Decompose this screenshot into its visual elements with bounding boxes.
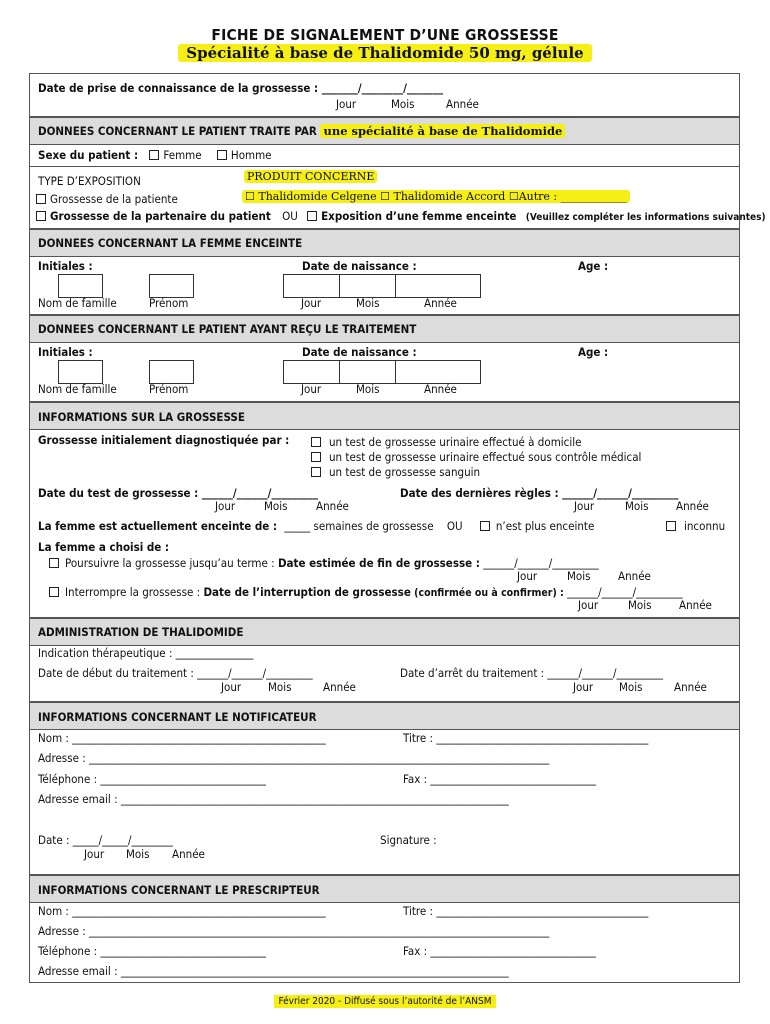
patient-prenom-initiale-box[interactable] bbox=[149, 360, 194, 384]
femme-mois-box[interactable] bbox=[339, 274, 396, 298]
prescripteur-adresse-field[interactable]: Adresse : _________________________________________________________________________________________ bbox=[38, 924, 550, 938]
inconnu-option[interactable]: inconnu bbox=[666, 519, 725, 533]
diagnostiquee-label: Grossesse initialement diagnostiquée par : bbox=[38, 433, 290, 447]
patient-jour-box[interactable] bbox=[283, 360, 340, 384]
patient-mois-box[interactable] bbox=[339, 360, 396, 384]
test-medical-checkbox[interactable] bbox=[311, 452, 321, 462]
divider bbox=[30, 166, 739, 167]
date-debut-field[interactable]: Date de début du traitement : ______/______/_________ bbox=[38, 666, 313, 680]
veuillez-note: (Veuillez compléter les informations suivantes) bbox=[525, 212, 766, 223]
date-fin-field[interactable]: ______/______/_________ bbox=[483, 556, 599, 570]
indication-field[interactable]: Indication thérapeutique : _______________ bbox=[38, 646, 254, 660]
date-arret-field[interactable]: Date d’arrêt du traitement : ______/______/_________ bbox=[400, 666, 664, 680]
notif-date-annee: Année bbox=[172, 847, 205, 861]
exposition-femme-option[interactable]: Exposition d’une femme enceinte bbox=[307, 209, 516, 223]
femme-annee-label: Année bbox=[424, 296, 457, 310]
grossesse-patiente-option[interactable]: Grossesse de la patiente bbox=[36, 192, 178, 206]
patient-traitement-section bbox=[29, 315, 740, 402]
produit-concerne-label: PRODUIT CONCERNE bbox=[244, 170, 377, 183]
prescripteur-email-field[interactable]: Adresse email : ___________________________________________________________________________ bbox=[38, 964, 509, 978]
notificateur-adresse-field[interactable]: Adresse : _________________________________________________________________________________________ bbox=[38, 751, 550, 765]
date-int-mois: Mois bbox=[628, 598, 652, 612]
prescripteur-section bbox=[29, 875, 740, 983]
regles-jour: Jour bbox=[574, 499, 595, 513]
femme-initiales-label: Initiales : bbox=[38, 259, 93, 273]
inconnu-checkbox[interactable] bbox=[666, 521, 676, 531]
femme-prenom-initiale-box[interactable] bbox=[149, 274, 194, 298]
prescripteur-titre-field[interactable]: Titre : _________________________________________ bbox=[403, 904, 649, 918]
plus-enceinte-option[interactable]: n’est plus enceinte bbox=[480, 519, 594, 533]
femme-option[interactable]: Femme bbox=[149, 148, 201, 162]
patient-date-naissance-label: Date de naissance : bbox=[302, 345, 417, 359]
semaines-field[interactable]: _____ semaines de grossesse bbox=[284, 519, 434, 533]
notificateur-nom-field[interactable]: Nom : _________________________________________________ bbox=[38, 731, 326, 745]
femme-section-heading: DONNEES CONCERNANT LA FEMME ENCEINTE bbox=[38, 236, 303, 250]
footer bbox=[0, 993, 770, 1007]
interrompre-checkbox[interactable] bbox=[49, 587, 59, 597]
patient-section-heading: DONNEES CONCERNANT LE PATIENT TRAITE PAR une spécialité à base de Thalidomide bbox=[38, 124, 565, 138]
notificateur-heading: INFORMATIONS CONCERNANT LE NOTIFICATEUR bbox=[38, 710, 317, 724]
femme-annee-box[interactable] bbox=[395, 274, 481, 298]
type-exposition-label: TYPE D’EXPOSITION bbox=[38, 174, 141, 188]
form-subtitle bbox=[0, 44, 770, 62]
patient-prenom-label: Prénom bbox=[149, 382, 189, 396]
date-fin-jour: Jour bbox=[517, 569, 538, 583]
date-knowledge-field[interactable]: Date de prise de connaissance de la grossesse : _______/________/_______ bbox=[38, 81, 444, 95]
date-fin-label: Date estimée de fin de grossesse : bbox=[277, 556, 480, 570]
notif-date-mois: Mois bbox=[126, 847, 150, 861]
date-test-jour: Jour bbox=[215, 499, 236, 513]
prescripteur-fax-field[interactable]: Fax : ________________________________ bbox=[403, 944, 596, 958]
patient-initiales-label: Initiales : bbox=[38, 345, 93, 359]
grossesse-partenaire-option[interactable]: Grossesse de la partenaire du patient bbox=[36, 209, 271, 223]
heading-highlight: une spécialité à base de Thalidomide bbox=[320, 124, 565, 138]
test-medical-option[interactable]: un test de grossesse urinaire effectué sous contrôle médical bbox=[311, 450, 641, 464]
femme-mois-label: Mois bbox=[356, 296, 380, 310]
homme-option[interactable]: Homme bbox=[217, 148, 272, 162]
prescripteur-nom-field[interactable]: Nom : _________________________________________________ bbox=[38, 904, 326, 918]
test-sanguin-option[interactable]: un test de grossesse sanguin bbox=[311, 465, 480, 479]
patient-nom-initiale-box[interactable] bbox=[58, 360, 103, 384]
notificateur-date-field[interactable]: Date : _____/_____/________ bbox=[38, 833, 173, 847]
signature-label: Signature : bbox=[380, 833, 437, 847]
debut-jour: Jour bbox=[221, 680, 242, 694]
patient-jour-label: Jour bbox=[301, 382, 322, 396]
femme-section bbox=[29, 229, 740, 315]
debut-mois: Mois bbox=[268, 680, 292, 694]
date-interruption-field[interactable]: ______/______/_________ bbox=[567, 585, 683, 599]
regles-mois: Mois bbox=[625, 499, 649, 513]
form-title: FICHE DE SIGNALEMENT D’UNE GROSSESSE bbox=[211, 26, 559, 44]
test-domicile-option[interactable]: un test de grossesse urinaire effectué à domicile bbox=[311, 435, 581, 449]
interrompre-row bbox=[49, 585, 683, 599]
sexe-row bbox=[38, 148, 272, 162]
femme-jour-label: Jour bbox=[301, 296, 322, 310]
femme-age-label: Age : bbox=[578, 259, 609, 273]
enceinte-label: La femme est actuellement enceinte de : bbox=[38, 519, 278, 533]
ou-label-2: OU bbox=[446, 519, 463, 533]
mois-label: Mois bbox=[391, 97, 415, 111]
date-int-annee: Année bbox=[679, 598, 712, 612]
confirmee-label: (confirmée ou à confirmer) : bbox=[414, 587, 564, 599]
date-fin-mois: Mois bbox=[567, 569, 591, 583]
poursuivre-option[interactable]: Poursuivre la grossesse jusqu’au terme : bbox=[49, 556, 275, 570]
femme-date-naissance-label: Date de naissance : bbox=[302, 259, 417, 273]
notificateur-email-field[interactable]: Adresse email : ___________________________________________________________________________ bbox=[38, 792, 509, 806]
femme-nom-initiale-box[interactable] bbox=[58, 274, 103, 298]
notificateur-section bbox=[29, 702, 740, 875]
grossesse-partenaire-row bbox=[36, 209, 766, 223]
patient-age-label: Age : bbox=[578, 345, 609, 359]
grossesse-heading: INFORMATIONS SUR LA GROSSESSE bbox=[38, 410, 245, 424]
patient-mois-label: Mois bbox=[356, 382, 380, 396]
choisi-label: La femme a choisi de : bbox=[38, 540, 170, 554]
patient-traitement-heading: DONNEES CONCERNANT LE PATIENT AYANT REÇU LE TRAITEMENT bbox=[38, 322, 417, 336]
homme-checkbox[interactable] bbox=[217, 150, 227, 160]
femme-jour-box[interactable] bbox=[283, 274, 340, 298]
poursuivre-row bbox=[49, 556, 599, 570]
poursuivre-checkbox[interactable] bbox=[49, 558, 59, 568]
femme-checkbox[interactable] bbox=[149, 150, 159, 160]
sexe-label: Sexe du patient : bbox=[38, 148, 139, 162]
notificateur-telephone-field[interactable]: Téléphone : ________________________________ bbox=[38, 772, 266, 786]
test-sanguin-checkbox[interactable] bbox=[311, 467, 321, 477]
date-test-mois: Mois bbox=[264, 499, 288, 513]
patient-annee-box[interactable] bbox=[395, 360, 481, 384]
patient-section bbox=[29, 117, 766, 229]
notificateur-titre-field[interactable]: Titre : _________________________________________ bbox=[403, 731, 649, 745]
patient-nom-famille-label: Nom de famille bbox=[38, 382, 117, 396]
date-test-field[interactable]: Date du test de grossesse : ______/______/_________ bbox=[38, 486, 319, 500]
annee-label: Année bbox=[446, 97, 479, 111]
prescripteur-telephone-field[interactable]: Téléphone : ________________________________ bbox=[38, 944, 266, 958]
ou-label: OU bbox=[282, 209, 298, 223]
interrompre-option[interactable]: Interrompre la grossesse : bbox=[49, 585, 200, 599]
grossesse-patiente-checkbox[interactable] bbox=[36, 194, 46, 204]
regles-annee: Année bbox=[676, 499, 709, 513]
administration-heading: ADMINISTRATION DE THALIDOMIDE bbox=[38, 625, 244, 639]
grossesse-partenaire-checkbox[interactable] bbox=[36, 211, 46, 221]
footer-text: Février 2020 - Diffusé sous l’autorité de l’ANSM bbox=[274, 995, 495, 1008]
dernieres-regles-field[interactable]: Date des dernières règles : ______/______/_________ bbox=[400, 486, 679, 500]
administration-section bbox=[29, 618, 740, 702]
date-fin-annee: Année bbox=[618, 569, 651, 583]
arret-jour: Jour bbox=[573, 680, 594, 694]
patient-annee-label: Année bbox=[424, 382, 457, 396]
date-int-jour: Jour bbox=[578, 598, 599, 612]
produits-options[interactable]: ☐ Thalidomide Celgene ☐ Thalidomide Accord ☐Autre : ____________ bbox=[242, 190, 630, 203]
date-interruption-label: Date de l’interruption de grossesse bbox=[203, 585, 411, 599]
date-test-annee: Année bbox=[316, 499, 349, 513]
notif-date-jour: Jour bbox=[84, 847, 105, 861]
femme-nom-famille-label: Nom de famille bbox=[38, 296, 117, 310]
plus-enceinte-checkbox[interactable] bbox=[480, 521, 490, 531]
prescripteur-heading: INFORMATIONS CONCERNANT LE PRESCRIPTEUR bbox=[38, 883, 320, 897]
date-knowledge-section bbox=[29, 73, 740, 117]
exposition-femme-checkbox[interactable] bbox=[307, 211, 317, 221]
enceinte-row bbox=[38, 519, 594, 533]
arret-annee: Année bbox=[674, 680, 707, 694]
test-domicile-checkbox[interactable] bbox=[311, 437, 321, 447]
debut-annee: Année bbox=[323, 680, 356, 694]
subtitle-highlight: Spécialité à base de Thalidomide 50 mg, gélule bbox=[178, 44, 591, 62]
arret-mois: Mois bbox=[619, 680, 643, 694]
jour-label: Jour bbox=[336, 97, 357, 111]
notificateur-fax-field[interactable]: Fax : ________________________________ bbox=[403, 772, 596, 786]
femme-prenom-label: Prénom bbox=[149, 296, 189, 310]
grossesse-section bbox=[29, 402, 740, 618]
